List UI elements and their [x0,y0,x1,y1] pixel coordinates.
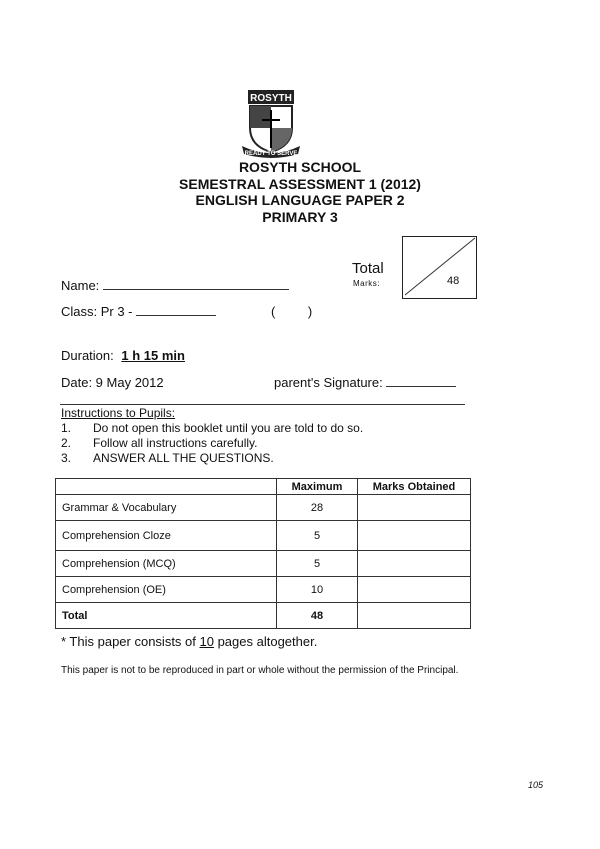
name-line [103,289,289,290]
date-field: Date: 9 May 2012 [61,375,164,390]
signature-label: parent's Signature: [274,375,383,390]
corner-handwritten-mark: 105 [528,780,544,790]
signature-field [274,375,456,390]
crest-name-text: ROSYTH [250,93,292,104]
copyright-note: This paper is not to be reproduced in part or whole without the permission of the Principal. [61,665,459,676]
table-header: Marks Obtained [358,479,471,495]
register-number-bracket: ( ) [271,304,313,319]
name-field [61,278,289,293]
table-row: Comprehension (MCQ) 5 [56,551,471,577]
duration-label: Duration: [61,348,114,363]
crest-motto-text: READY TO SERVE [244,151,298,157]
page-count-note: * This paper consists of 10 pages altogether. [61,634,318,649]
total-label: Total [352,260,384,277]
table-header [56,479,277,495]
instructions [61,406,363,466]
instructions-heading: Instructions to Pupils: [61,406,176,420]
assessment-title: SEMESTRAL ASSESSMENT 1 (2012) [179,176,421,192]
instruction-item: 3. ANSWER ALL THE QUESTIONS. [61,451,274,465]
school-name: ROSYTH SCHOOL [238,159,362,175]
table-row: Comprehension Cloze 5 [56,521,471,551]
table-row: Grammar & Vocabulary 28 [56,495,471,521]
marks-label: Marks: [353,279,380,288]
total-marks-value: 48 [447,275,460,287]
total-marks-box [402,236,477,299]
class-label: Class: Pr 3 - [61,304,133,319]
table-header: Maximum [277,479,358,495]
class-field [61,304,216,319]
table-row: Comprehension (OE) 10 [56,577,471,603]
paper-title: ENGLISH LANGUAGE PAPER 2 [195,192,405,208]
table-row: Total 48 [56,603,471,629]
instruction-item: 1. Do not open this booklet until you are told to do so. [61,421,364,435]
school-crest-logo [238,88,304,160]
duration-field [61,348,185,363]
table-header-row [56,479,471,495]
duration-value: 1 h 15 min [121,348,185,363]
level-title: PRIMARY 3 [262,209,338,225]
divider [60,404,465,405]
marks-table [55,478,471,629]
page-count: 10 [199,634,214,649]
name-label: Name: [61,278,100,293]
instruction-item: 2. Follow all instructions carefully. [61,436,258,450]
signature-line [386,386,456,387]
class-line [136,315,216,316]
